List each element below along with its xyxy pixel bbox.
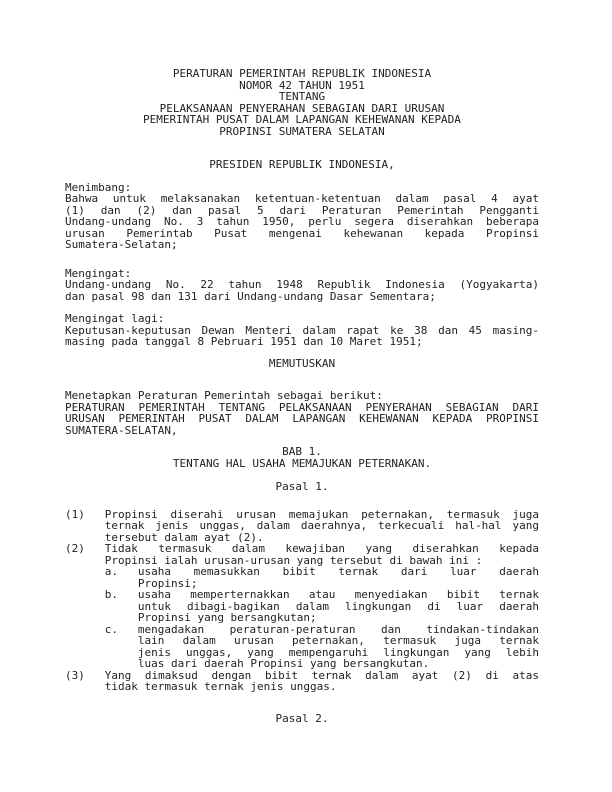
doc-line [65,159,539,171]
doc-block-considering [65,182,539,251]
doc-line-text: Menetapkan Peraturan Pemerintah sebagai berikut: [65,389,383,402]
doc-line-text: Propinsi yang bersangkutan; [137,611,317,624]
doc-line-text: jenis unggas, yang mempengaruhi lingkungan yang lebih [137,645,539,659]
doc-line-text: PERATURAN PEMERINTAH REPUBLIK INDONESIA [172,67,432,80]
doc-line-text: BAB 1. [282,445,322,458]
doc-line [65,291,539,303]
doc-line-text: PERATURAN PEMERINTAH TENTANG PELAKSANAAN PENYERAHAN SEBAGIAN DARI [65,400,539,414]
list-marker: a. [104,565,118,578]
doc-block-enacting-clause [65,390,539,436]
doc-block-decides-heading [65,358,539,370]
doc-line-text: PELAKSANAAN PENYERAHAN SEBAGIAN DARI URUSAN [159,101,445,115]
doc-line [65,358,539,370]
doc-line-text: Keputusan-keputusan Dewan Menteri dalam rapat ke 38 dan 45 masing- [65,323,539,337]
doc-line-text: Mengingat: [65,266,132,280]
doc-line-text: PEMERINTAH PUSAT DALAM LAPANGAN KEHEWANAN KEPADA [143,113,461,126]
doc-block-article-1-heading [65,481,539,493]
doc-block-salutation [65,159,539,171]
doc-line [65,481,539,493]
doc-line [65,126,539,138]
doc-line-text: usaha memasukkan bibit ternak dari luar daerah [137,565,539,578]
doc-line-text: Undang-undang No. 3 tahun 1950, perlu segera diserahkan beberapa [65,215,539,228]
doc-line [65,239,539,251]
doc-line-text: Pasal 1. [275,480,329,493]
list-marker: (2) [65,542,85,555]
doc-line-text: lain dalam urusan peternakan, termasuk juga ternak [137,634,539,647]
doc-line-text: Bahwa untuk melaksanakan ketentuan-ketentuan dalam pasal 4 ayat [65,192,539,205]
doc-line-text: luas dari daerah Propinsi yang bersangkutan. [137,657,430,670]
list-marker: (3) [65,668,85,682]
list-marker: b. [104,588,118,601]
doc-line [65,458,539,470]
doc-line [65,566,539,578]
doc-line-text: Propinsi diserahi urusan memajukan peternakan, termasuk juga [104,507,539,521]
doc-line-text: SUMATERA-SELATAN, [65,423,178,437]
doc-line-text: PRESIDEN REPUBLIK INDONESIA, [209,158,395,171]
document-content [65,68,539,724]
doc-line-text: Mengingat lagi: [65,312,165,325]
doc-line-text: dan pasal 98 dan 131 dari Undang-undang Dasar Sementara; [65,289,436,303]
doc-block-article-1-body [65,509,539,693]
doc-line-text: Tidak termasuk dalam kewajiban yang diserahkan kepada [104,542,539,555]
doc-line-text: Propinsi; [137,576,198,590]
doc-line [65,681,539,693]
doc-line-text: Sumatera-Selatan; [65,238,178,251]
doc-line-text: untuk dibagi-bagikan dalam lingkungan di luar daerah [137,599,539,613]
doc-line-text: URUSAN PEMERINTAH PUSAT DALAM LAPANGAN KEHEWANAN KEPADA PROPINSI [65,412,539,425]
doc-line [65,336,539,348]
doc-line-text: masing pada tanggal 8 Pebruari 1951 dan 10 Maret 1951; [65,335,423,348]
doc-line-text: TENTANG HAL USAHA MEMAJUKAN PETERNAKAN. [172,456,432,470]
doc-line-text: tidak termasuk ternak jenis unggas. [104,680,337,693]
doc-line-text: MEMUTUSKAN [268,356,336,370]
doc-block-recalling-further [65,313,539,348]
doc-line-text: NOMOR 42 TAHUN 1951 [239,78,365,92]
doc-line-text: tersebut dalam ayat (2). [104,530,264,544]
doc-line-text: Propinsi ialah urusan-urusan yang tersebut di bawah ini : [104,553,483,567]
doc-line [65,425,539,437]
doc-line-text: Pasal 2. [275,711,329,725]
doc-line-text: Menimbang: [65,180,132,194]
doc-line-text: Undang-undang No. 22 tahun 1948 Republik Indonesia (Yogyakarta) [65,278,539,291]
doc-block-title-block [65,68,539,137]
doc-block-recalling [65,268,539,303]
list-marker: (1) [65,507,85,521]
doc-line-text: mengadakan peraturan-peraturan dan tindakan-tindakan [137,622,539,636]
doc-line-text: (1) dan (2) dan pasal 5 dari Peraturan Pemerintah Pengganti [65,203,539,217]
doc-line-text: usaha memperternakkan atau menyediakan bibit ternak [137,588,539,601]
doc-line-text: PROPINSI SUMATERA SELATAN [219,124,385,138]
doc-line-text: urusan Pemerintab Pusat mengenai kehewanan kepada Propinsi [65,226,539,240]
doc-line [65,713,539,725]
list-marker: c. [104,622,118,636]
doc-block-chapter-1-heading [65,446,539,469]
doc-line-text: TENTANG [278,90,326,103]
doc-line-text: ternak jenis unggas, dalam daerahnya, terkecuali hal-hal yang [104,519,539,532]
doc-block-article-2-heading [65,713,539,725]
doc-line-text: Yang dimaksud dengan bibit ternak dalam ayat (2) di atas [104,668,539,682]
